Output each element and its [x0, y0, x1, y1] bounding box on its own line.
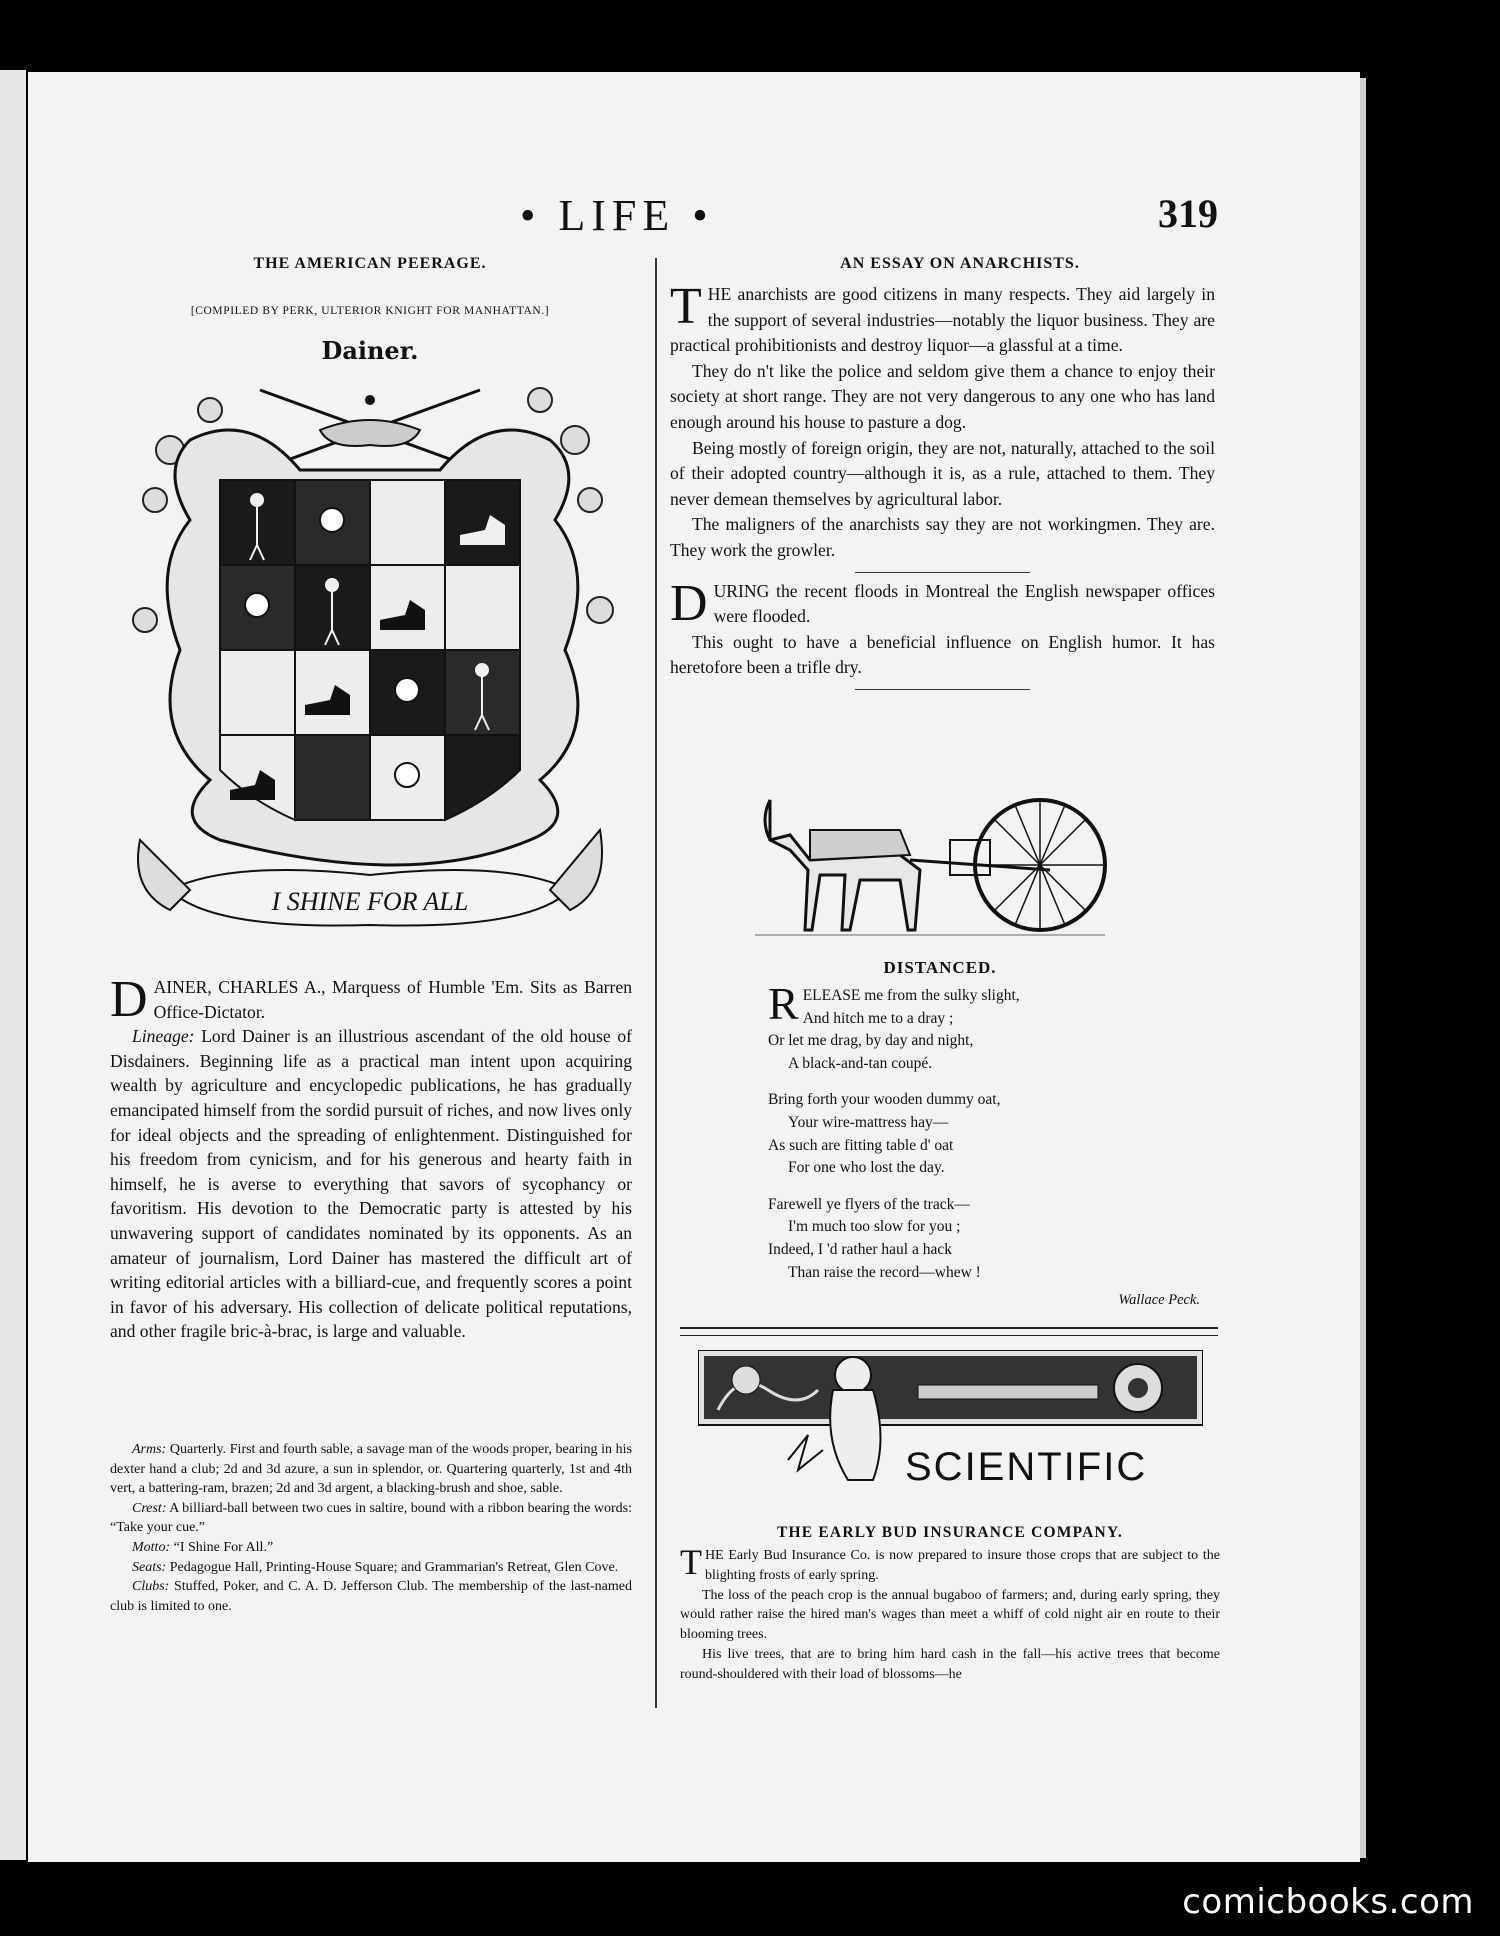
peerage-details	[110, 1440, 632, 1616]
compiled-by-line: [COMPILED BY PERK, ULTERIOR KNIGHT FOR MANHATTAN.]	[190, 305, 550, 317]
poem-line: I'm much too slow for you ;	[788, 1218, 961, 1236]
poem-line: As such are fitting table d' oat	[768, 1136, 954, 1154]
poem-line: Indeed, I 'd rather haul a hack	[768, 1240, 952, 1258]
site-watermark: comicbooks.com	[1182, 1882, 1474, 1922]
clubs-label: Clubs:	[132, 1579, 170, 1595]
arms-text: Quarterly. First and fourth sable, a savage man of the woods proper, bearing in his dexter hand a club; 2d and 3d azure, a sun in splendor, or. Quartering quarterly, 1st and 4th vert, a battering-ram, brazen; 2d and 3d argent, a blacking-brush and shoe, sable.	[110, 1442, 632, 1497]
poem-line: ELEASE me from the sulky slight,	[802, 987, 1020, 1004]
page-number: 319	[1158, 191, 1218, 236]
floods-p2: This ought to have a beneficial influence on English humor. It has heretofore been a trifle dry.	[670, 631, 1215, 678]
peerage-entry-body	[110, 971, 632, 1344]
peerage-intro: AINER, CHARLES A., Marquess of Humble 'Em. Sits as Barren Office-Dictator.	[153, 977, 632, 1022]
essay-heading: AN ESSAY ON ANARCHISTS.	[840, 255, 1080, 272]
ribbon-motto-text: I SHINE FOR ALL	[271, 887, 469, 916]
coat-of-arms-illustration	[110, 370, 630, 960]
poem-line: Bring forth your wooden dummy oat,	[768, 1091, 1001, 1109]
double-rule	[680, 1327, 1218, 1336]
early-bud-heading: THE EARLY BUD INSURANCE COMPANY.	[776, 1524, 1123, 1541]
peerage-heading: THE AMERICAN PEERAGE.	[253, 255, 487, 272]
section-rule	[855, 572, 1030, 573]
early-bud-body	[680, 1542, 1220, 1685]
poem-body	[768, 978, 1208, 1298]
poem-line: A black-and-tan coupé.	[788, 1054, 933, 1072]
poem-line: Or let me drag, by day and night,	[768, 1032, 974, 1050]
horse-sulky-illustration	[750, 780, 1110, 940]
peer-name-title: Dainer.	[321, 336, 419, 365]
motto-label: Motto:	[132, 1539, 171, 1555]
crest-text: A billiard-ball between two cues in saltire, bound with a ribbon bearing the words: “Take your cue.”	[110, 1500, 632, 1536]
early-bud-p1: HE Early Bud Insurance Co. is now prepared to insure those crops that are subject to the blighting frosts of early spring.	[705, 1548, 1220, 1583]
lineage-text: Lord Dainer is an illustrious ascendant of the old house of Disdainers. Beginning life as a practical man intent upon acquiring wealth by agriculture and encyclopedic publications, he has gradually emancipated himself from the sordid pursuit of riches, and now lives only for ideal objects and the spreading of enlightenment. Distinguished for his freedom from cynicism, and for his generous and hearty faith in himself, he is averse to everything that savors of sycophancy or favoritism. His devotion to the Democratic party is attested by his unwavering support of candidates nominated by its opponents. As an amateur of journalism, Lord Dainer has mastered the difficult art of writing editorial articles with a billiard-cue, and frequently scores a point in favor of his adversary. His collection of delicate political reputations, and other fragile bric-à-brac, is large and valuable.	[110, 1026, 632, 1342]
crest-label: Crest:	[132, 1500, 167, 1516]
poem-line: And hitch me to a dray ;	[802, 1009, 954, 1027]
early-bud-p3: His live trees, that are to bring him hard cash in the fall—his active trees that become round-shouldered with their load of blossoms—he	[680, 1646, 1220, 1682]
right-page-edge	[1360, 78, 1366, 1858]
seats-label: Seats:	[132, 1559, 167, 1575]
poem-stanza-1	[768, 978, 1208, 1075]
essay-p3: Being mostly of foreign origin, they are not, naturally, attached to the soil of their adopted country—although it is, as a rule, attached to them. They never demean themselves by agricultural labor.	[670, 437, 1215, 509]
poem-title: DISTANCED.	[883, 958, 997, 977]
seats-text: Pedagogue Hall, Printing-House Square; and Grammarian's Retreat, Glen Cove.	[169, 1559, 619, 1575]
poem-author: Wallace Peck.	[1118, 1292, 1200, 1308]
left-page-edge	[0, 70, 29, 1860]
poem-stanza-3	[768, 1194, 1208, 1284]
essay-p1: HE anarchists are good citizens in many respects. They aid largely in the support of several industries—notably the liquor business. They are practical prohibitionists and destroy liquor—a glassful at a time.	[670, 284, 1215, 356]
poem-line: Farewell ye flyers of the track—	[768, 1195, 970, 1213]
poem-line: Your wire-mattress hay—	[788, 1113, 949, 1131]
scientific-banner-word: SCIENTIFIC	[905, 1445, 1148, 1489]
dropcap-d-floods: D	[670, 574, 708, 632]
arms-label: Arms:	[132, 1442, 167, 1457]
column-divider	[655, 258, 657, 1708]
motto-text: “I Shine For All.”	[173, 1539, 274, 1555]
essay-p2: They do n't like the police and seldom give them a chance to enjoy their society at short range. They are not very dangerous to any one who has land enough around his house to pasture a dog.	[670, 360, 1215, 432]
lineage-label: Lineage:	[132, 1026, 195, 1047]
poem-line: For one who lost the day.	[788, 1159, 945, 1177]
dropcap-d: D	[110, 971, 148, 1028]
essay-body	[670, 278, 1215, 696]
dropcap-t: T	[670, 278, 702, 335]
floods-p1: URING the recent floods in Montreal the English newspaper offices were flooded.	[713, 580, 1215, 627]
essay-p4: The maligners of the anarchists say they are not workingmen. They are. They work the growler.	[670, 514, 1215, 560]
poem-stanza-2	[768, 1089, 1208, 1179]
section-rule	[855, 689, 1030, 690]
dropcap-t-early: T	[680, 1542, 702, 1582]
poem-line: Than raise the record—whew !	[788, 1263, 981, 1281]
early-bud-p2: The loss of the peach crop is the annual bugaboo of farmers; and, during early spring, they would rather raise the hired man's wages than meet a whiff of cold night air en route to their blooming trees.	[680, 1587, 1220, 1643]
masthead-title: • LIFE •	[520, 191, 714, 240]
dropcap-r: R	[768, 978, 799, 1029]
clubs-text: Stuffed, Poker, and C. A. D. Jefferson Club. The membership of the last-named club is limited to one.	[110, 1579, 632, 1614]
